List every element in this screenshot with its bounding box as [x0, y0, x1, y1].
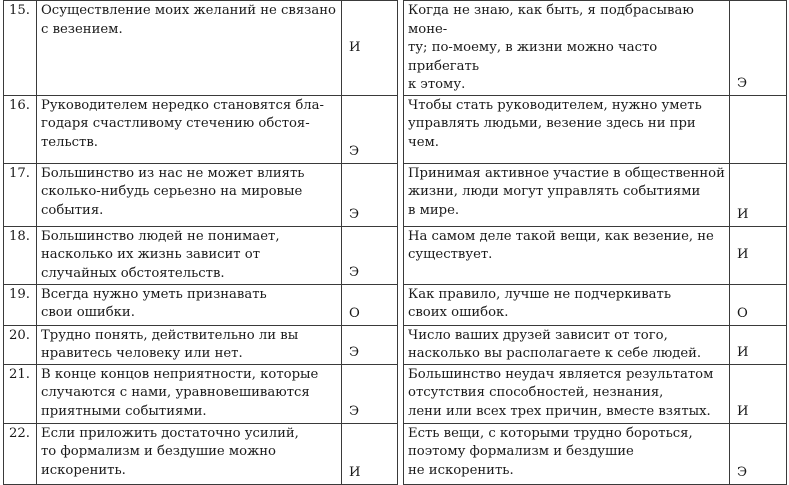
left-statement: Большинство из нас не может влиять сколько-нибудь серьезно на мировые события. [37, 163, 342, 226]
left-statement: Большинство людей не понимает, насколько их жизнь зависит от случайных обстоятельств. [37, 226, 342, 284]
left-code: О [342, 284, 398, 325]
left-code: Э [342, 226, 398, 284]
left-statement: В конце концов неприятности, которые случаются с нами, уравновешиваются приятными событиями. [37, 364, 342, 423]
left-statement: Всегда нужно уметь признавать свои ошибки. [37, 284, 342, 325]
table-row [4, 364, 787, 423]
right-code: Э [730, 423, 787, 484]
row-number: 21. [4, 364, 37, 423]
right-statement: Как правило, лучше не подчеркивать своих ошибок. [404, 284, 730, 325]
right-statement: На самом деле такой вещи, как везение, не существует. [404, 226, 730, 284]
left-code: И [342, 1, 398, 96]
questionnaire-table [3, 0, 787, 485]
right-code: И [730, 364, 787, 423]
table-row [4, 226, 787, 284]
right-statement: Большинство неудач является результатом отсутствия способностей, незнания, лени или всех трех причин, вместе взятых. [404, 364, 730, 423]
left-code: Э [342, 163, 398, 226]
row-number: 20. [4, 325, 37, 364]
row-number: 19. [4, 284, 37, 325]
right-statement: Чтобы стать руководителем, нужно уметь управлять людьми, везение здесь ни при чем. [404, 95, 730, 163]
table-row [4, 1, 787, 96]
right-code: И [730, 226, 787, 284]
left-statement: Если приложить достаточно усилий, то формализм и бездушие можно искоренить. [37, 423, 342, 484]
row-number: 17. [4, 163, 37, 226]
right-statement: Есть вещи, с которыми трудно бороться, поэтому формализм и бездушие не искоренить. [404, 423, 730, 484]
table-row [4, 325, 787, 364]
right-code: Э [730, 1, 787, 96]
row-number: 16. [4, 95, 37, 163]
table-row [4, 163, 787, 226]
right-statement: Когда не знаю, как быть, я подбрасываю моне- ту; по-моему, в жизни можно часто прибегать к этому. [404, 1, 730, 96]
left-code: Э [342, 364, 398, 423]
table-row [4, 95, 787, 163]
right-code: И [730, 163, 787, 226]
row-number: 22. [4, 423, 37, 484]
right-code: О [730, 284, 787, 325]
right-code: И [730, 325, 787, 364]
right-statement: Принимая активное участие в общественной жизни, люди могут управлять событиями в мире. [404, 163, 730, 226]
left-code: Э [342, 325, 398, 364]
row-number: 15. [4, 1, 37, 96]
row-number: 18. [4, 226, 37, 284]
right-code [730, 95, 787, 163]
table-row [4, 423, 787, 484]
table-row [4, 284, 787, 325]
left-statement: Осуществление моих желаний не связано с везением. [37, 1, 342, 96]
left-statement: Трудно понять, действительно ли вы нравитесь человеку или нет. [37, 325, 342, 364]
left-code: И [342, 423, 398, 484]
left-statement: Руководителем нередко становятся бла- годаря счастливому стечению обстоя- тельств. [37, 95, 342, 163]
right-statement: Число ваших друзей зависит от того, насколько вы располагаете к себе людей. [404, 325, 730, 364]
left-code: Э [342, 95, 398, 163]
